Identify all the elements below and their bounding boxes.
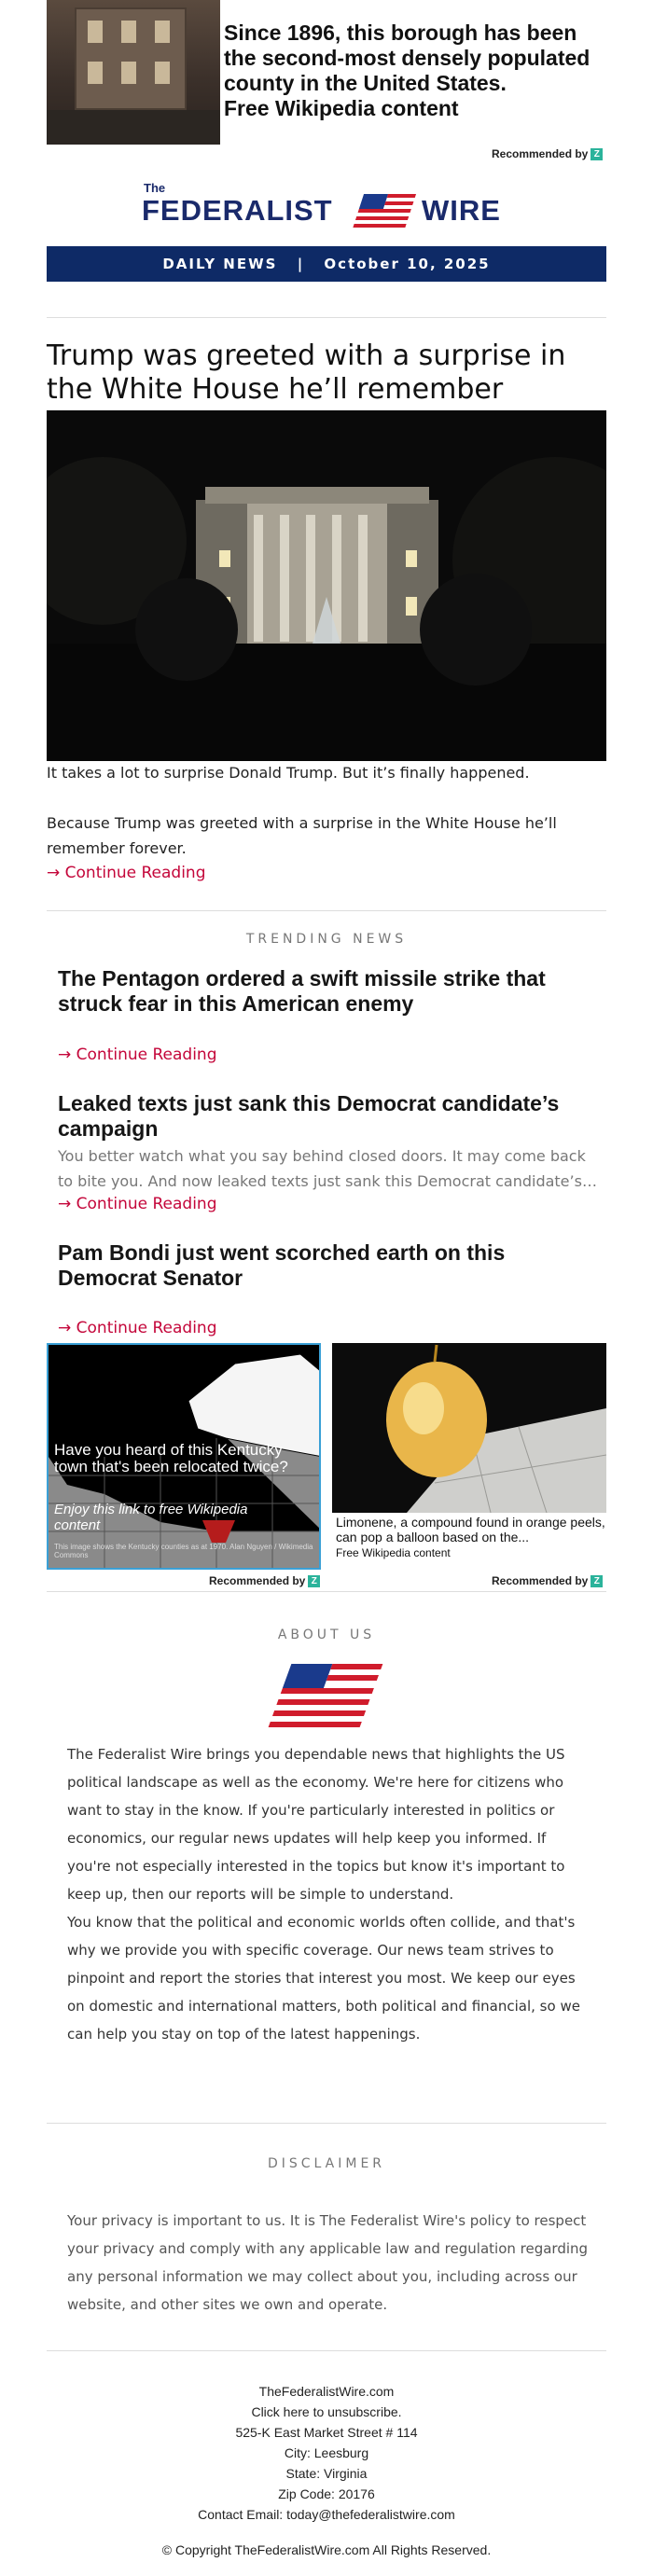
top-ad[interactable] (47, 0, 606, 147)
main-headline[interactable]: Trump was greeted with a surprise in the White House he’ll remember (47, 339, 566, 406)
footer-city: City: Leesburg (284, 2445, 369, 2460)
ad-headline[interactable] (224, 21, 606, 121)
footer-site[interactable]: TheFederalistWire.com (258, 2384, 395, 2399)
disclaimer-text: Your privacy is important to us. It is The Federalist Wire's policy to respect your privacy and comply with any applicable law and regulation regarding any personal information we may collect about you, including across our website, and other sites we own and operate. (67, 2212, 589, 2313)
trending-headline-3[interactable]: Pam Bondi just went scorched earth on this Democrat Senator (58, 1240, 506, 1290)
divider (47, 317, 606, 318)
unsubscribe-link[interactable]: Click here to unsubscribe. (251, 2404, 402, 2419)
ad-kentucky-credit: This image shows the Kentucky counties as at 1970. Alan Nguyen / Wikimedia Commons (54, 1543, 313, 1559)
white-house-image[interactable] (47, 410, 606, 761)
logo-federalist: FEDERALIST (142, 194, 333, 227)
about-paragraph-2: You know that the political and economic worlds often collide, and that's why we provide you with specific coverage. Our news team strives to pinpoint and report the stories that interest you most. We keep our eyes on domestic and international matters, both political and financial, so we can help you stay on top of the latest happenings. (67, 1914, 580, 2043)
ad-limonene-headline[interactable]: Limonene, a compound found in orange peels, can pop a balloon based on the... (336, 1515, 605, 1544)
recommended-by[interactable] (492, 1574, 603, 1587)
logo-the: The (144, 181, 166, 195)
zergnet-icon: Z (590, 148, 603, 160)
trending-title: TRENDING NEWS (245, 932, 408, 947)
trending-headline-1[interactable]: The Pentagon ordered a swift missile strike that struck fear in this American enemy (58, 966, 546, 1016)
footer-zip: Zip Code: 20176 (278, 2486, 375, 2501)
recommended-label: Recommended by (492, 1574, 589, 1587)
ad-kentucky[interactable] (47, 1343, 321, 1570)
site-logo[interactable] (140, 179, 513, 233)
trending-teaser-2: You better watch what you say behind closed doors. It may come back to bite you. And now leaked texts just sank this Democrat candidate’s… (58, 1147, 597, 1190)
logo-wire: WIRE (422, 194, 501, 227)
daily-news-label: DAILY NEWS (162, 256, 278, 272)
disclaimer-title: DISCLAIMER (267, 2156, 386, 2171)
story-paragraph-1: It takes a lot to surprise Donald Trump. But it’s finally happened. (47, 764, 530, 782)
continue-reading-link[interactable]: → Continue Reading (58, 1319, 217, 1337)
flag-icon (353, 188, 420, 229)
divider (47, 2123, 606, 2124)
recommended-label: Recommended by (492, 147, 589, 160)
ad-limonene-sub[interactable]: Free Wikipedia content (336, 1546, 451, 1559)
ad-headline-text[interactable]: Since 1896, this borough has been the second-most densely populated county in the United States. (224, 21, 590, 95)
flag-icon (267, 1655, 386, 1733)
issue-date: October 10, 2025 (324, 256, 491, 272)
ad-image[interactable] (47, 0, 220, 145)
date-separator: | (297, 256, 305, 272)
zergnet-icon: Z (590, 1575, 603, 1587)
about-paragraph-1: The Federalist Wire brings you dependable news that highlights the US political landscape as well as the economy. We're here for citizens who want to stay in the know. If you're particularly interested in politics or economics, our regular news updates will help keep you informed. If you're not especially interested in the topics but know it's important to keep up, then our reports will be simple to understand. (67, 1746, 565, 1903)
ad-source[interactable]: Free Wikipedia content (224, 96, 459, 120)
divider (47, 2350, 606, 2351)
zergnet-icon: Z (308, 1575, 320, 1587)
recommended-label: Recommended by (209, 1574, 306, 1587)
ad-kentucky-sub[interactable]: Enjoy this link to free Wikipedia content (54, 1502, 248, 1533)
footer-copyright: © Copyright TheFederalistWire.com All Rights Reserved. (161, 2542, 492, 2557)
story-paragraph-2: Because Trump was greeted with a surprise in the White House he’ll remember forever. (47, 814, 557, 857)
ad-kentucky-headline[interactable]: Have you heard of this Kentucky town that's been relocated twice? (54, 1441, 288, 1475)
ad-limonene[interactable] (332, 1343, 606, 1570)
divider (47, 1591, 606, 1592)
date-bar (47, 246, 606, 282)
trending-headline-2[interactable]: Leaked texts just sank this Democrat candidate’s campaign (58, 1091, 560, 1141)
divider (47, 910, 606, 911)
continue-reading-link[interactable]: → Continue Reading (58, 1195, 217, 1213)
continue-reading-link[interactable]: → Continue Reading (47, 864, 206, 882)
recommended-by[interactable] (492, 147, 603, 160)
footer-email[interactable]: Contact Email: today@thefederalistwire.com (198, 2507, 455, 2522)
recommended-by[interactable] (209, 1574, 320, 1587)
footer-state: State: Virginia (285, 2466, 368, 2481)
footer-address: 525-K East Market Street # 114 (235, 2425, 418, 2440)
continue-reading-link[interactable]: → Continue Reading (58, 1046, 217, 1064)
about-title: ABOUT US (277, 1627, 376, 1642)
